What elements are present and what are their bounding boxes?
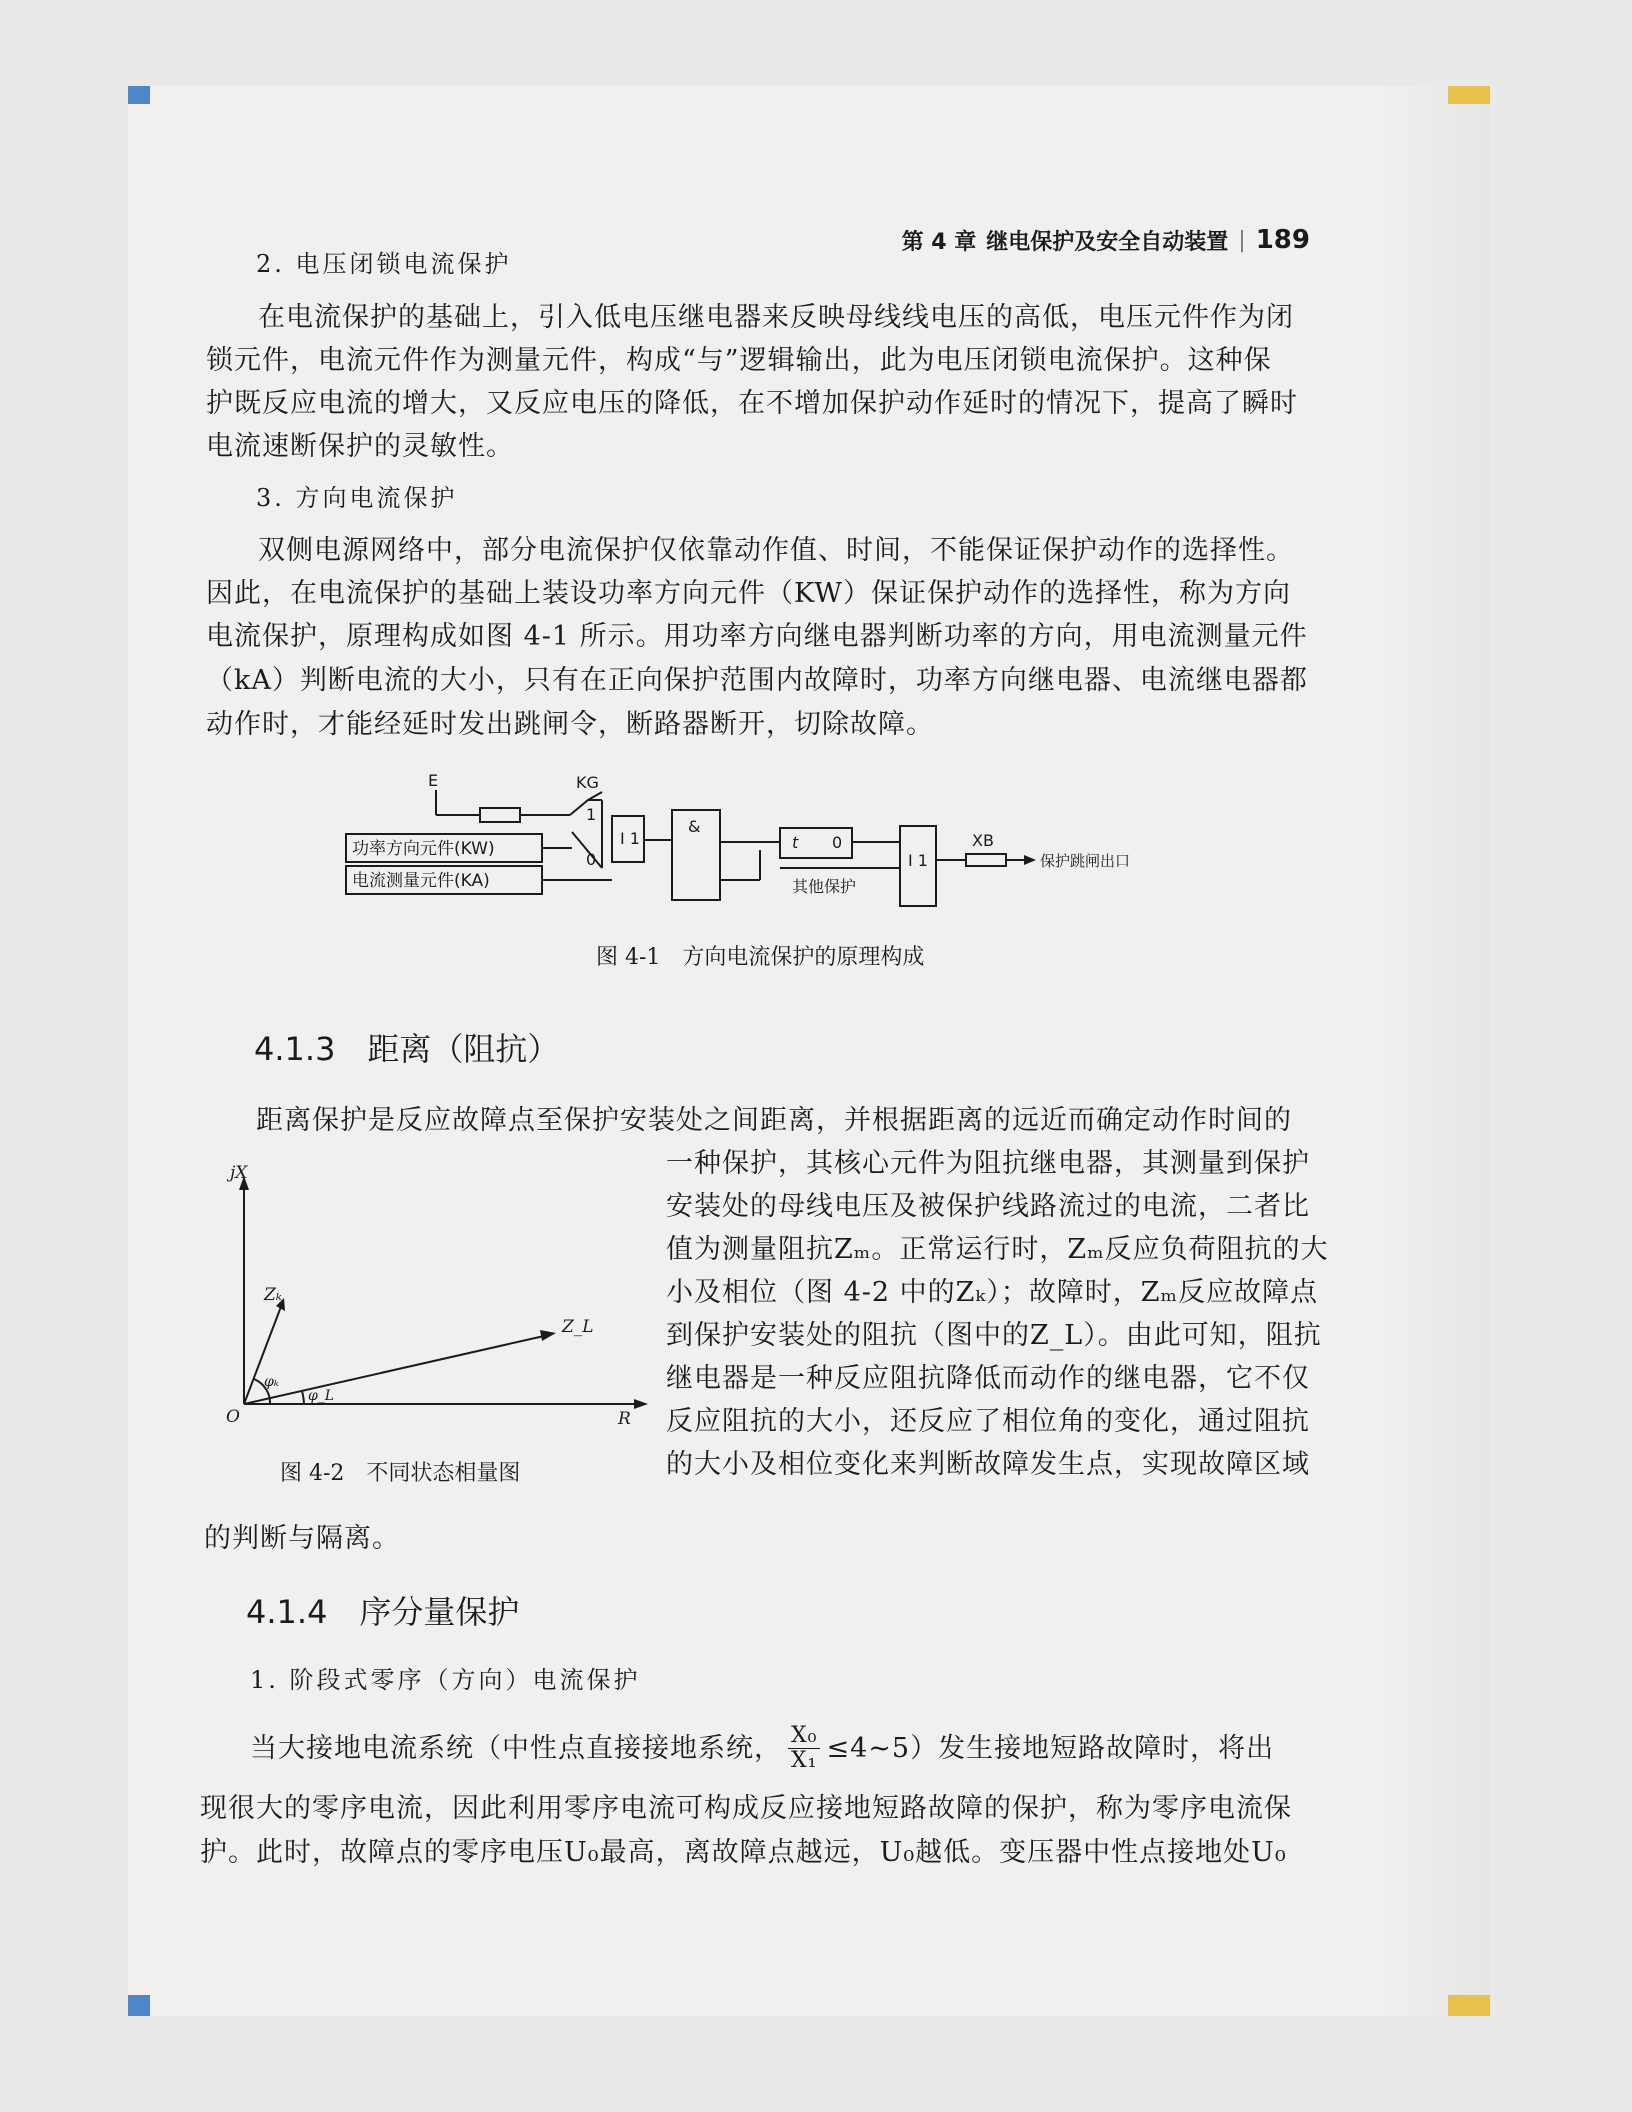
page-edge-shadow	[1380, 86, 1490, 2016]
paragraph-line: （kA）判断电流的大小，只有在正向保护范围内故障时，功率方向继电器、电流继电器都	[206, 665, 1308, 696]
paragraph-line: 安装处的母线电压及被保护线路流过的电流，二者比	[666, 1191, 1310, 1222]
fig2-label-jx: jX	[230, 1163, 248, 1183]
paragraph-line-with-fraction	[250, 1724, 1274, 1773]
line-text-pre: 当大接地电流系统（中性点直接接地系统，	[250, 1732, 782, 1764]
phi-l-arc	[302, 1391, 304, 1404]
paragraph-line: 动作时，才能经延时发出跳闸令，断路器断开，切除故障。	[206, 709, 934, 740]
fig2-label-o: O	[226, 1407, 240, 1427]
paragraph-line: 护。此时，故障点的零序电压U₀最高，离故障点越远，U₀越低。变压器中性点接地处U₀	[200, 1837, 1287, 1868]
fig1-label-xb: XB	[972, 831, 994, 850]
fig1-label-e: E	[428, 771, 439, 790]
running-header	[900, 222, 1310, 258]
paragraph-line: 护既反应电流的增大，又反应电压的降低，在不增加保护动作延时的情况下，提高了瞬时	[206, 388, 1298, 419]
fig1-label-t: t	[792, 833, 799, 852]
fig2-label-phi-k: φₖ	[264, 1374, 279, 1390]
fig1-label-kw: 功率方向元件(KW)	[352, 839, 495, 859]
scan-edge-yellow-bottom	[1448, 1995, 1490, 2016]
scan-edge-blue-top	[128, 86, 150, 104]
resistor	[480, 808, 520, 822]
fig1-label-and: &	[688, 817, 701, 836]
fig2-label-r: R	[618, 1409, 631, 1429]
paragraph-line: 因此，在电流保护的基础上装设功率方向元件（KW）保证保护动作的选择性，称为方向	[206, 578, 1291, 609]
xb-plate	[966, 854, 1006, 866]
chapter-title: 继电保护及安全自动装置	[986, 229, 1229, 255]
heading-4-1-3: 4.1.3 距离（阻抗）	[254, 1030, 560, 1068]
heading-voltage-interlock: 2. 电压闭锁电流保护	[256, 250, 512, 278]
fig1-label-zero: 0	[586, 850, 597, 869]
paragraph-line: 在电流保护的基础上，引入低电压继电器来反映母线线电压的高低，电压元件作为闭	[258, 302, 1294, 333]
r-arrowhead	[634, 1399, 648, 1409]
chapter-label: 第 4 章	[901, 229, 977, 255]
fig1-label-other: 其他保护	[792, 877, 857, 896]
fig1-label-output: 保护跳闸出口	[1040, 852, 1131, 870]
fig2-label-zk: Zₖ	[264, 1285, 283, 1305]
paragraph-line: 值为测量阻抗Zₘ。正常运行时，Zₘ反应负荷阻抗的大	[666, 1234, 1329, 1265]
fig1-label-ka: 电流测量元件(KA)	[352, 871, 490, 891]
fig1-or-mark: I 1	[908, 851, 928, 870]
paragraph-line: 锁元件，电流元件作为测量元件，构成“与”逻辑输出，此为电压闭锁电流保护。这种保	[206, 345, 1272, 376]
paragraph-line: 的判断与隔离。	[204, 1523, 400, 1554]
fig1-label-one: 1	[586, 805, 597, 824]
heading-directional-current: 3. 方向电流保护	[256, 484, 458, 512]
paragraph-line: 双侧电源网络中，部分电流保护仅依靠动作值、时间，不能保证保护动作的选择性。	[258, 535, 1294, 566]
heading-4-1-4: 4.1.4 序分量保护	[246, 1593, 520, 1631]
figure-4-2-phasor-diagram	[224, 1160, 664, 1450]
zl-phasor	[244, 1336, 544, 1404]
fig1-label-kg: KG	[576, 773, 599, 792]
fig1-selector-mark: I 1	[620, 829, 640, 848]
header-separator: |	[1238, 227, 1246, 253]
x0-over-x1-fraction	[788, 1724, 820, 1773]
paragraph-line: 电流速断保护的灵敏性。	[206, 431, 514, 462]
line-text-post: ≤4~5）发生接地短路故障时，将出	[826, 1732, 1275, 1764]
figure-4-1-block-diagram	[340, 770, 1220, 930]
heading-zero-sequence: 1. 阶段式零序（方向）电流保护	[250, 1666, 641, 1694]
output-arrowhead	[1024, 855, 1036, 865]
paragraph-line: 继电器是一种反应阻抗降低而动作的继电器，它不仅	[666, 1363, 1310, 1394]
paragraph-line: 到保护安装处的阻抗（图中的Z_L）。由此可知，阻抗	[666, 1320, 1322, 1351]
fig2-label-zl: Z_L	[562, 1317, 594, 1337]
fig1-label-timer0: 0	[832, 833, 843, 852]
paragraph-line: 反应阻抗的大小，还反应了相位角的变化，通过阻抗	[666, 1406, 1310, 1437]
paragraph-line: 现很大的零序电流，因此利用零序电流可构成反应接地短路故障的保护，称为零序电流保	[200, 1793, 1292, 1824]
paragraph-line: 的大小及相位变化来判断故障发生点，实现故障区域	[666, 1449, 1310, 1480]
paragraph-line: 一种保护，其核心元件为阻抗继电器，其测量到保护	[666, 1148, 1310, 1179]
fig2-label-phi-l: φ_L	[308, 1388, 335, 1404]
paragraph-line: 电流保护，原理构成如图 4-1 所示。用功率方向继电器判断功率的方向，用电流测量元件	[206, 621, 1308, 652]
fraction-numerator: X₀	[788, 1724, 820, 1749]
figure-4-1-caption: 图 4-1 方向电流保护的原理构成	[596, 945, 925, 970]
page-number: 189	[1255, 225, 1310, 255]
fraction-denominator: X₁	[791, 1748, 818, 1773]
scan-edge-blue-bottom	[128, 1995, 150, 2016]
figure-4-2-caption: 图 4-2 不同状态相量图	[280, 1461, 521, 1486]
paragraph-line: 距离保护是反应故障点至保护安装处之间距离，并根据距离的远近而确定动作时间的	[256, 1105, 1292, 1136]
scan-edge-yellow-top	[1448, 86, 1490, 104]
zl-arrowhead	[540, 1330, 556, 1341]
paragraph-line: 小及相位（图 4-2 中的Zₖ）；故障时，Zₘ反应故障点	[666, 1277, 1319, 1308]
